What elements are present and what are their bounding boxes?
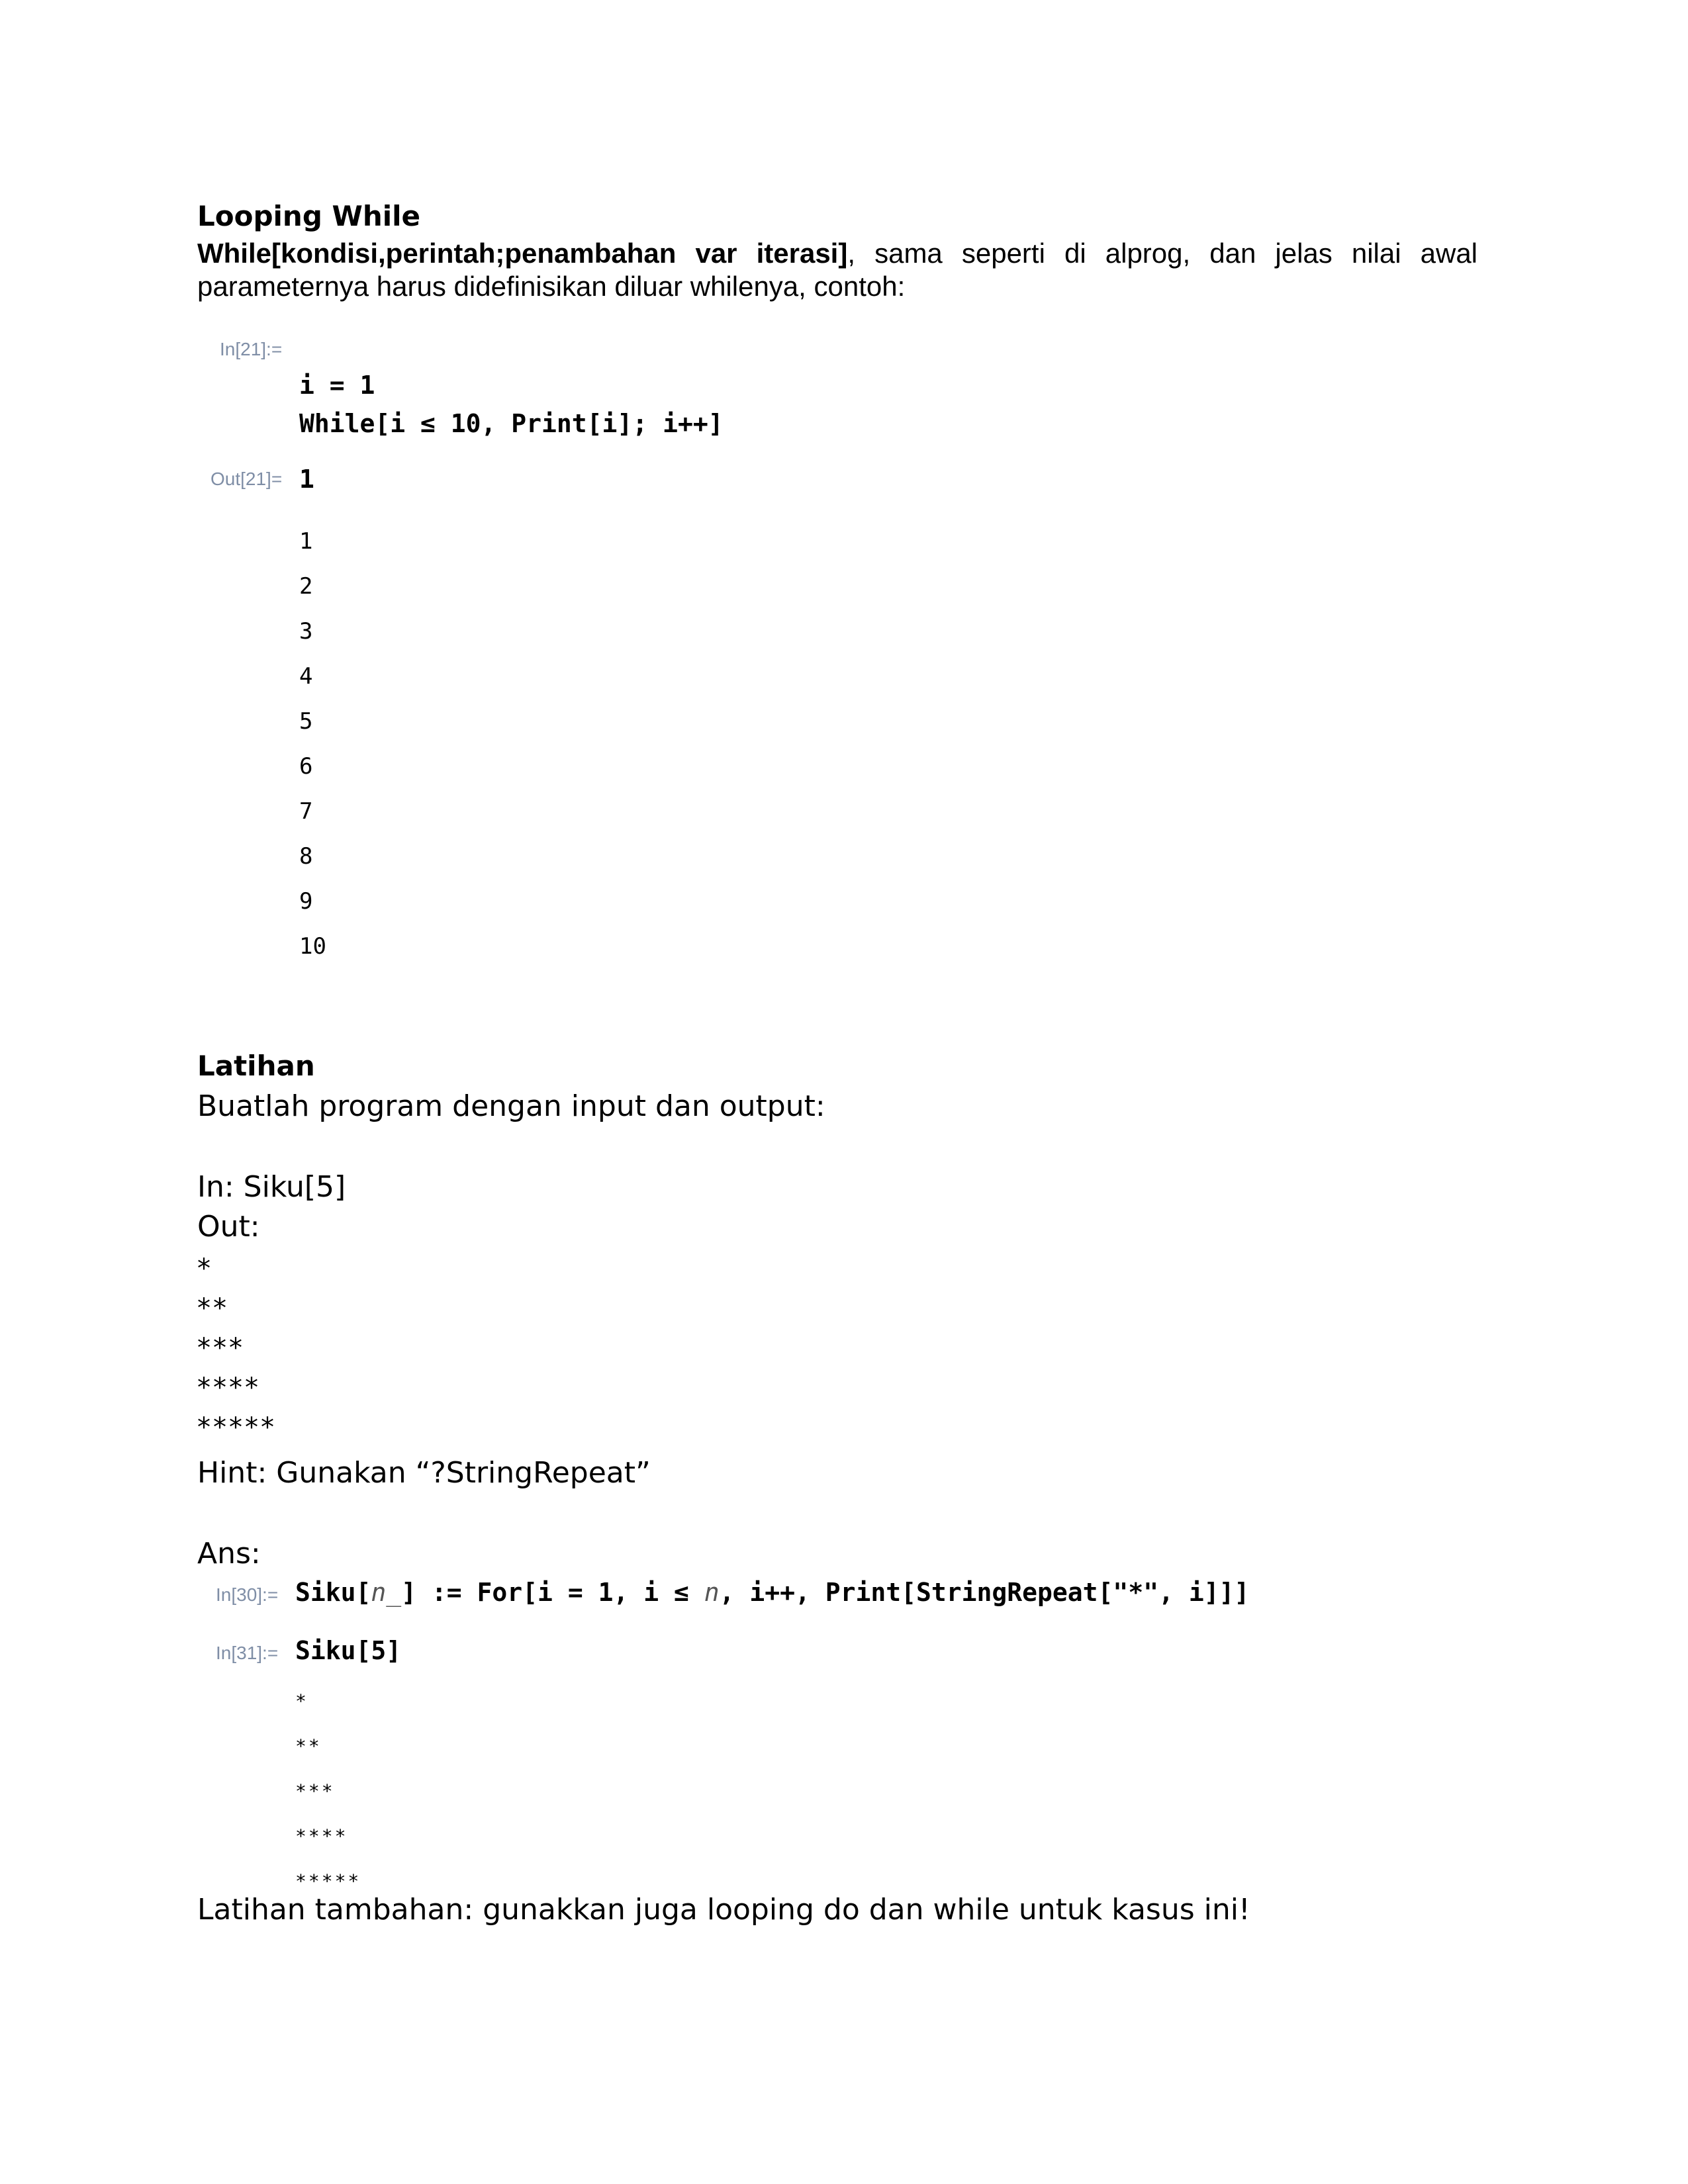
section-title-while: Looping While xyxy=(197,200,421,232)
code-pattern-var: n_ xyxy=(371,1578,402,1607)
printed-line: 7 xyxy=(299,798,313,825)
exercise-hint: Hint: Gunakan “?StringRepeat” xyxy=(197,1456,651,1490)
exercise-output-label: Out: xyxy=(197,1210,260,1244)
printed-line: 10 xyxy=(299,933,326,960)
star-row: ** xyxy=(197,1293,229,1324)
code-line-siku-definition xyxy=(295,1578,1249,1607)
out-value-21: 1 xyxy=(299,465,314,494)
printed-line: 3 xyxy=(299,618,313,645)
code-line-siku-call: Siku[5] xyxy=(295,1636,402,1665)
additional-exercise: Latihan tambahan: gunakkan juga looping do dan while untuk kasus ini! xyxy=(197,1893,1250,1927)
printed-line: 5 xyxy=(299,708,313,735)
exercise-instruction: Buatlah program dengan input dan output: xyxy=(197,1089,825,1123)
star-row: *** xyxy=(197,1333,245,1363)
printed-star-row: * xyxy=(295,1690,308,1712)
answer-label: Ans: xyxy=(197,1537,261,1570)
star-row: * xyxy=(197,1253,213,1284)
code-fragment: , i++, Print[StringRepeat["*", i]]] xyxy=(719,1578,1250,1607)
exercise-input-example: In: Siku[5] xyxy=(197,1170,346,1204)
code-fragment: ] := For[i = 1, i ≤ xyxy=(401,1578,704,1607)
printed-star-row: *** xyxy=(295,1780,335,1802)
printed-star-row: ***** xyxy=(295,1870,361,1892)
code-line-while: While[i ≤ 10, Print[i]; i++] xyxy=(299,409,724,438)
printed-line: 2 xyxy=(299,573,313,600)
printed-line: 1 xyxy=(299,528,313,555)
star-row: ***** xyxy=(197,1412,277,1443)
star-row: **** xyxy=(197,1373,261,1403)
printed-line: 8 xyxy=(299,843,313,870)
while-intro-paragraph xyxy=(197,237,1477,303)
in-label-31: In[31]:= xyxy=(216,1643,279,1663)
printed-star-row: **** xyxy=(295,1825,348,1847)
while-intro-text: , sama seperti di alprog, dan jelas nilai awal parameternya harus didefinisikan diluar whilenya, contoh: xyxy=(197,238,1478,302)
printed-line: 4 xyxy=(299,663,313,690)
in-label-21: In[21]:= xyxy=(220,339,283,359)
out-label-21: Out[21]= xyxy=(211,469,283,489)
while-syntax: While[kondisi,perintah;penambahan var iterasi] xyxy=(197,238,848,269)
section-title-latihan: Latihan xyxy=(197,1050,315,1082)
printed-line: 9 xyxy=(299,888,313,915)
code-fragment: Siku[ xyxy=(295,1578,371,1607)
printed-star-row: ** xyxy=(295,1735,322,1757)
printed-line: 6 xyxy=(299,753,313,780)
code-line-assign: i = 1 xyxy=(299,371,375,400)
in-label-30: In[30]:= xyxy=(216,1584,279,1605)
code-var: n xyxy=(704,1578,720,1607)
